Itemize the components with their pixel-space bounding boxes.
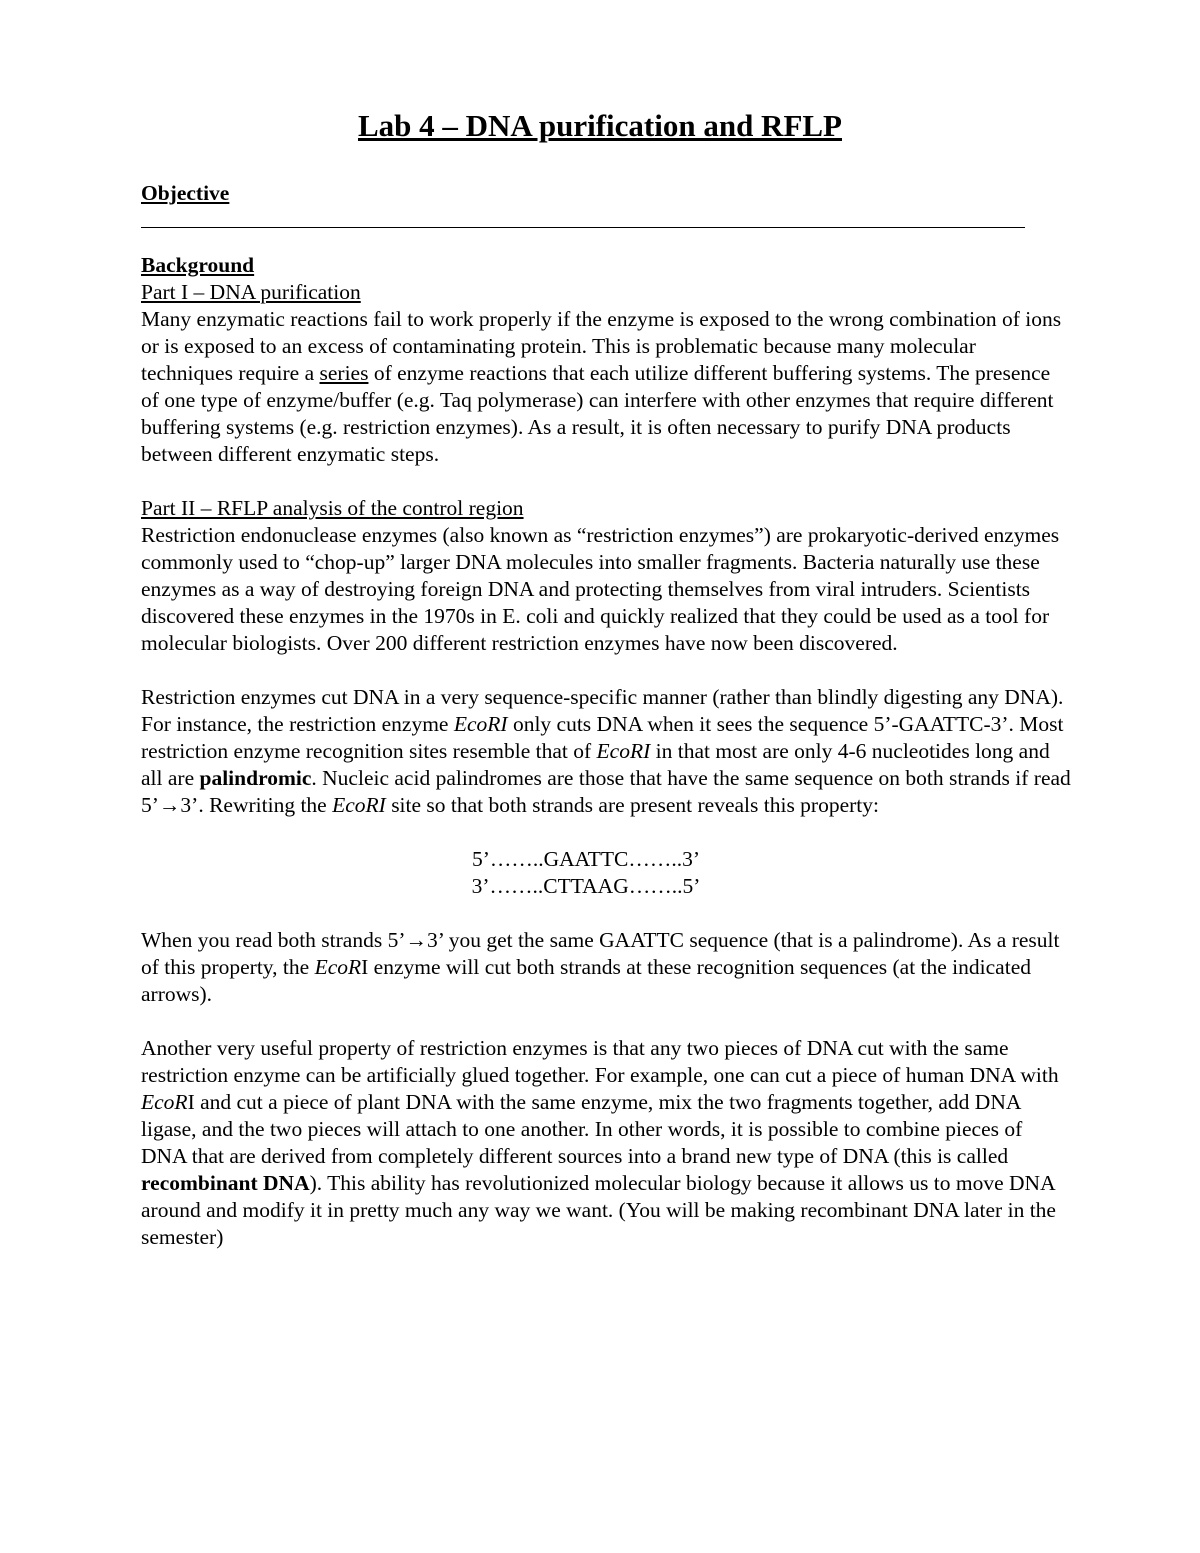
palindromic-term: palindromic bbox=[199, 766, 312, 790]
ecori-term: EcoRI bbox=[596, 739, 651, 763]
ecori-term: EcoRI bbox=[332, 793, 386, 817]
part2-paragraph-1: Restriction endonuclease enzymes (also known as “restriction enzymes”) are prokaryotic-derived enzymes commonly used to “chop-up” larger DNA molecules into smaller fragments. Bacteria naturally use these enzymes as a way of destroying foreign DNA and protecting themselves from viral intruders. Scientists discovered these enzymes in the 1970s in E. coli and quickly realized that they could be used as a tool for molecular biologists. Over 200 different restriction enzymes have now been discovered. bbox=[141, 523, 1060, 655]
objective-answer-line bbox=[141, 227, 1025, 228]
part2-paragraph-3: When you read both strands 5’→3’ you get the same GAATTC sequence (that is a palindrome). As a result of this property, the EcoRI enzyme will cut both strands at these recognition sequences (at the indicated arrows). bbox=[141, 928, 1060, 1006]
recombinant-dna-term: recombinant DNA bbox=[141, 1171, 310, 1195]
ecor-term: EcoR bbox=[314, 955, 362, 979]
part2-heading: Part II – RFLP analysis of the control region bbox=[141, 496, 524, 520]
sequence-line-bottom: 3’……..CTTAAG……..5’ bbox=[471, 874, 701, 898]
part1-heading: Part I – DNA purification bbox=[141, 280, 361, 304]
part2-paragraph-4: Another very useful property of restriction enzymes is that any two pieces of DNA cut with the same restriction enzyme can be artificially glued together. For example, one can cut a piece of human DNA with EcoRI and cut a piece of plant DNA with the same enzyme, mix the two fragments together, add DNA ligase, and the two pieces will attach to one another. In other words, it is possible to combine pieces of DNA that are derived from completely different sources into a brand new type of DNA (this is called recombinant DNA). This ability has revolutionized molecular biology because it allows us to move DNA around and modify it in pretty much any way we want. (You will be making recombinant DNA later in the semester) bbox=[141, 1036, 1059, 1249]
sequence-line-top: 5’……..GAATTC……..3’ bbox=[471, 847, 701, 871]
right-arrow-icon: → bbox=[158, 793, 181, 817]
ecori-term: EcoRI bbox=[453, 712, 508, 736]
document-body bbox=[141, 180, 1071, 1251]
part2-paragraph-2: Restriction enzymes cut DNA in a very sequence-specific manner (rather than blindly digesting any DNA). For instance, the restriction enzyme EcoRI only cuts DNA when it sees the sequence 5’-GAATTC-3’. Most restriction enzyme recognition sites resemble that of EcoRI in that most are only 4-6 nucleotides long and all are palindromic. Nucleic acid palindromes are those that have the same sequence on both strands if read 5’→3’. Rewriting the EcoRI site so that both strands are present reveals this property: bbox=[141, 685, 1071, 817]
ecor-term: EcoR bbox=[141, 1090, 188, 1114]
series-term: series bbox=[319, 361, 369, 385]
right-arrow-icon: → bbox=[405, 928, 427, 952]
objective-heading: Objective bbox=[141, 181, 230, 205]
page-title: Lab 4 – DNA purification and RFLP bbox=[357, 108, 842, 143]
background-heading: Background bbox=[141, 253, 255, 277]
part1-paragraph: Many enzymatic reactions fail to work properly if the enzyme is exposed to the wrong combination of ions or is exposed to an excess of contaminating protein. This is problematic because many molecular techniques require a series of enzyme reactions that each utilize different buffering systems. The presence of one type of enzyme/buffer (e.g. Taq polymerase) can interfere with other enzymes that require different buffering systems (e.g. restriction enzymes). As a result, it is often necessary to purify DNA products between different enzymatic steps. bbox=[141, 307, 1062, 466]
